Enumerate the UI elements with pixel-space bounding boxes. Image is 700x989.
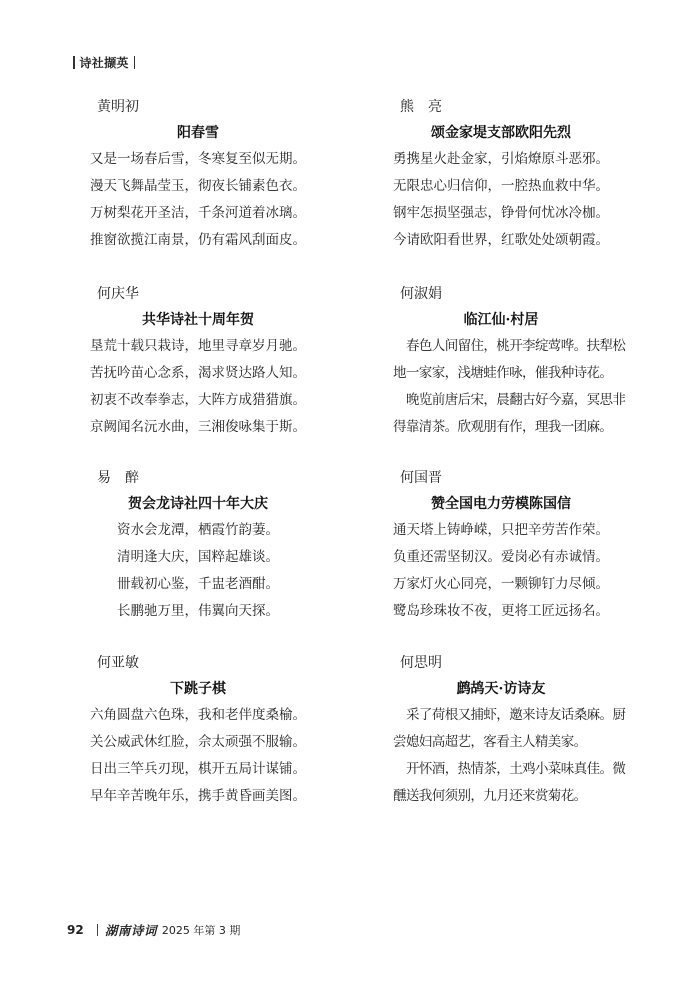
poem-block — [90, 94, 306, 254]
poem-author: 何思明 — [400, 655, 442, 671]
poem-line: 通天塔上铸峥嵘，只把辛劳苦作荣。 — [393, 522, 609, 538]
poem-line: 卌载初心鉴，千盅老酒酣。 — [117, 576, 279, 592]
poem-author: 何亚敏 — [97, 655, 139, 671]
poem-line: 漫天飞舞晶莹玉，彻夜长铺素色衣。 — [90, 178, 306, 194]
poem-line: 醺送我何须别，九月还来赏菊花。 — [393, 788, 587, 804]
poem-line: 初衷不改奉拳志，大阵方成猎猎旗。 — [90, 392, 306, 408]
poem-block — [393, 281, 626, 441]
poem-title: 共华诗社十周年贺 — [142, 312, 254, 328]
poem-author: 何庆华 — [97, 286, 139, 302]
poem-line: 长鹏驰万里，伟翼向天探。 — [117, 603, 279, 619]
poem-title: 鹧鸪天·访诗友 — [456, 681, 546, 697]
poem-line: 勇携星火赴金家，引焰燎原斗恶邪。 — [393, 151, 609, 167]
poem-line: 关公威武休红脸，佘太顽强不服输。 — [90, 734, 306, 750]
poem-author: 熊 亮 — [400, 99, 442, 115]
footer-divider — [97, 924, 98, 936]
poem-line: 钢牢怎损坚强志，铮骨何忧冰冷枷。 — [393, 205, 609, 221]
poem-line: 清明逢大庆，国粹起雄谈。 — [117, 549, 279, 565]
poem-title: 下跳子棋 — [170, 681, 226, 697]
poem-line: 晚览前唐后宋，晨翻古好今嘉，冥思非 — [406, 392, 626, 408]
poem-line: 万家灯火心同亮，一颗铆钉力尽倾。 — [393, 576, 609, 592]
poem-line: 垦荒十载只栽诗，地里寻章岁月驰。 — [90, 338, 306, 354]
poem-line: 负重还需坚韧汉。爱岗必有赤诚情。 — [393, 549, 609, 565]
magazine-logo: 湖南诗词 — [104, 923, 157, 938]
poem-title: 赞全国电力劳模陈国信 — [431, 496, 571, 512]
poem-title: 颂金家堤支部欧阳先烈 — [431, 125, 571, 141]
poem-line: 鹭岛珍珠妆不夜，更将工匠远扬名。 — [393, 603, 609, 619]
poem-block — [393, 650, 626, 810]
poem-line: 无限忠心归信仰，一腔热血救中华。 — [393, 178, 609, 194]
poem-line: 早年辛苦晚年乐，携手黄昏画美图。 — [90, 788, 306, 804]
poem-line: 苦抚吟苗心念系，渴求贤达路人知。 — [90, 365, 306, 381]
right-column — [393, 0, 626, 880]
section-title: 诗社撷英 — [79, 55, 129, 70]
poem-block — [393, 94, 609, 254]
poem-line: 又是一场春后雪，冬寒复至似无期。 — [90, 151, 306, 167]
left-column — [90, 0, 306, 880]
poem-author: 何淑娟 — [400, 286, 442, 302]
poem-line: 今请欧阳看世界，红歌处处颂朝霞。 — [393, 232, 609, 248]
page-footer — [67, 921, 240, 939]
poem-block — [90, 465, 306, 625]
poem-line: 春色人间留住，桃开李绽莺哗。扶犁松 — [406, 338, 626, 354]
poem-block — [90, 281, 306, 441]
poem-line: 京阙闻名沅水曲，三湘俊咏集于斯。 — [90, 419, 306, 435]
poem-title: 临江仙·村居 — [463, 312, 539, 328]
poem-line: 推窗欲揽江南景，仍有霜风刮面皮。 — [90, 232, 306, 248]
poem-block — [393, 465, 609, 625]
poem-line: 资水会龙潭，栖霞竹韵萋。 — [117, 522, 279, 538]
poem-line: 万树梨花开圣洁，千条河道着冰璃。 — [90, 205, 306, 221]
poem-title: 阳春雪 — [177, 125, 219, 141]
poem-line: 六角圆盘六色珠，我和老伴度桑榆。 — [90, 707, 306, 723]
header-left-bar — [73, 56, 75, 69]
poem-block — [90, 650, 306, 810]
poem-line: 开怀酒，热情茶，土鸡小菜味真佳。微 — [406, 761, 626, 777]
poem-line: 日出三竿兵刃现，棋开五局计谋铺。 — [90, 761, 306, 777]
poem-line: 得靠清茶。欣观朋有作，理我一团麻。 — [393, 419, 613, 435]
poem-author: 何国晋 — [400, 470, 442, 486]
poem-title: 贺会龙诗社四十年大庆 — [128, 496, 268, 512]
poem-line: 采了荷根又捕虾，邀来诗友话桑麻。厨 — [406, 707, 626, 723]
poem-line: 尝媳妇高超艺，客看主人精美家。 — [393, 734, 587, 750]
page-number: 92 — [67, 923, 84, 937]
poem-author: 黄明初 — [97, 99, 139, 115]
issue-label: 2025 年第 3 期 — [161, 924, 241, 937]
poem-author: 易 醉 — [97, 470, 139, 486]
poem-line: 地一家家，浅塘蛙作咏，催我种诗花。 — [393, 365, 613, 381]
